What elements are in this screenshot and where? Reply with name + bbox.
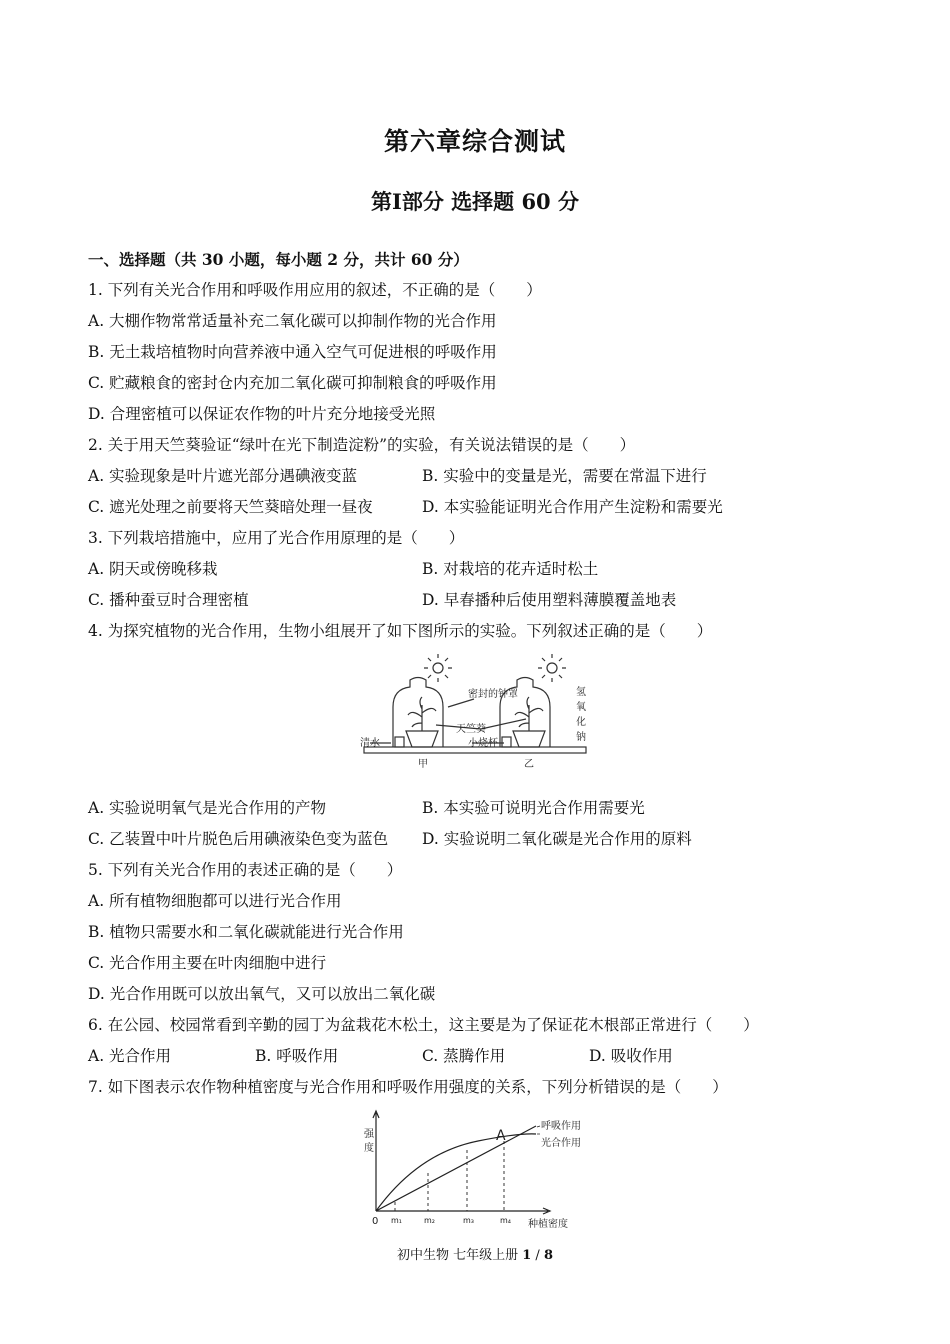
option: C. 乙装置中叶片脱色后用碘液染色变为蓝色 — [88, 830, 389, 848]
option: D. 吸收作用 — [589, 1047, 673, 1065]
page-total: 8 — [543, 1248, 553, 1263]
option: B. 本实验可说明光合作用需要光 — [422, 799, 645, 817]
x-axis — [376, 1208, 550, 1214]
option: B. 对栽培的花卉适时松土 — [422, 560, 599, 578]
legend-photosynthesis: 光合作用 — [541, 1138, 581, 1149]
option-row — [88, 585, 868, 616]
option: D. 本实验能证明光合作用产生淀粉和需要光 — [422, 498, 723, 516]
option-row — [88, 1041, 868, 1072]
label-naoh-3: 化 — [576, 717, 586, 728]
option: A. 阴天或傍晚移栽 — [88, 560, 218, 578]
option-row — [88, 554, 868, 585]
option: B. 无土栽培植物时向营养液中通入空气可促进根的呼吸作用 — [88, 343, 497, 361]
page-number: 1 — [522, 1248, 532, 1263]
option: D. 合理密植可以保证农作物的叶片充分地接受光照 — [88, 405, 436, 423]
experiment-diagram — [88, 647, 868, 793]
option: D. 光合作用既可以放出氧气，又可以放出二氧化碳 — [88, 985, 436, 1003]
question-stem: 7. 如下图表示农作物种植密度与光合作用和呼吸作用强度的关系，下列分析错误的是（ ） — [88, 1078, 728, 1096]
page-footer — [0, 1244, 950, 1263]
option-row — [88, 824, 868, 855]
origin-label: 0 — [372, 1216, 379, 1227]
option: A. 大棚作物常常适量补充二氧化碳可以抑制作物的光合作用 — [88, 312, 497, 330]
page-sep: / — [531, 1248, 544, 1263]
option: C. 光合作用主要在叶肉细胞中进行 — [88, 954, 327, 972]
question-stem: 6. 在公园、校园常看到辛勤的园丁为盆栽花木松土，这主要是为了保证花木根部正常进行（ ） — [88, 1016, 759, 1034]
photosynthesis-curve — [376, 1134, 536, 1211]
option: A. 实验说明氧气是光合作用的产物 — [88, 799, 327, 817]
tick-m4: m₄ — [500, 1216, 511, 1225]
y-axis — [373, 1111, 379, 1211]
density-graph-svg — [88, 1103, 868, 1229]
point-a-label: A — [496, 1128, 506, 1144]
sun-icon — [538, 654, 566, 682]
page-subtitle: 第Ⅰ部分 选择题 60 分 — [371, 189, 579, 214]
option: C. 播种蚕豆时合理密植 — [88, 591, 249, 609]
label-water: 清水 — [360, 738, 380, 749]
option: D. 实验说明二氧化碳是光合作用的原料 — [422, 830, 692, 848]
label-plant: 天竺葵 — [456, 724, 486, 735]
option-row — [88, 492, 868, 523]
label-naoh-2: 氧 — [576, 702, 586, 713]
label-bell-jar: 密封的钟罩 — [468, 689, 518, 700]
question-stem: 3. 下列栽培措施中，应用了光合作用原理的是（ ） — [88, 529, 465, 547]
option: A. 所有植物细胞都可以进行光合作用 — [88, 892, 342, 910]
tick-m2: m₂ — [424, 1216, 435, 1225]
option: A. 实验现象是叶片遮光部分遇碘液变蓝 — [88, 467, 358, 485]
question-list — [88, 244, 868, 1229]
label-yi: 乙 — [524, 759, 534, 770]
question-stem: 5. 下列有关光合作用的表述正确的是（ ） — [88, 861, 403, 879]
option-row — [88, 793, 868, 824]
question-stem: 1. 下列有关光合作用和呼吸作用应用的叙述，不正确的是（ ） — [88, 281, 542, 299]
option: C. 遮光处理之前要将天竺葵暗处理一昼夜 — [88, 498, 373, 516]
page-title: 第六章综合测试 — [383, 127, 566, 156]
option: D. 早春播种后使用塑料薄膜覆盖地表 — [422, 591, 677, 609]
experiment-figure — [88, 647, 868, 793]
option-row — [88, 461, 868, 492]
option: C. 蒸腾作用 — [422, 1047, 506, 1065]
option: B. 呼吸作用 — [255, 1047, 339, 1065]
question-stem: 4. 为探究植物的光合作用，生物小组展开了如下图所示的实验。下列叙述正确的是（ ） — [88, 622, 713, 640]
label-jia: 甲 — [418, 759, 428, 770]
label-cup: 小烧杯 — [468, 738, 498, 749]
label-naoh-1: 氢 — [576, 687, 586, 698]
density-graph — [88, 1103, 868, 1229]
tick-m3: m₃ — [463, 1216, 474, 1225]
option: C. 贮藏粮食的密封仓内充加二氧化碳可抑制粮食的呼吸作用 — [88, 374, 497, 392]
option: B. 实验中的变量是光，需要在常温下进行 — [422, 467, 707, 485]
y-label-2: 度 — [364, 1143, 374, 1154]
option: B. 植物只需要水和二氧化碳就能进行光合作用 — [88, 923, 404, 941]
sun-icon — [424, 654, 452, 682]
x-axis-label: 种植密度 — [528, 1219, 568, 1229]
respiration-line — [376, 1126, 536, 1211]
y-label-1: 强 — [364, 1129, 374, 1140]
section-heading: 一、选择题（共 30 小题，每小题 2 分，共计 60 分） — [88, 250, 469, 269]
tick-m1: m₁ — [391, 1216, 402, 1225]
legend-respiration: 呼吸作用 — [541, 1121, 581, 1132]
question-stem: 2. 关于用天竺葵验证“绿叶在光下制造淀粉”的实验，有关说法错误的是（ ） — [88, 436, 636, 454]
label-naoh-4: 钠 — [576, 732, 586, 743]
footer-text: 初中生物 七年级上册 — [396, 1248, 523, 1263]
option: A. 光合作用 — [88, 1047, 172, 1065]
